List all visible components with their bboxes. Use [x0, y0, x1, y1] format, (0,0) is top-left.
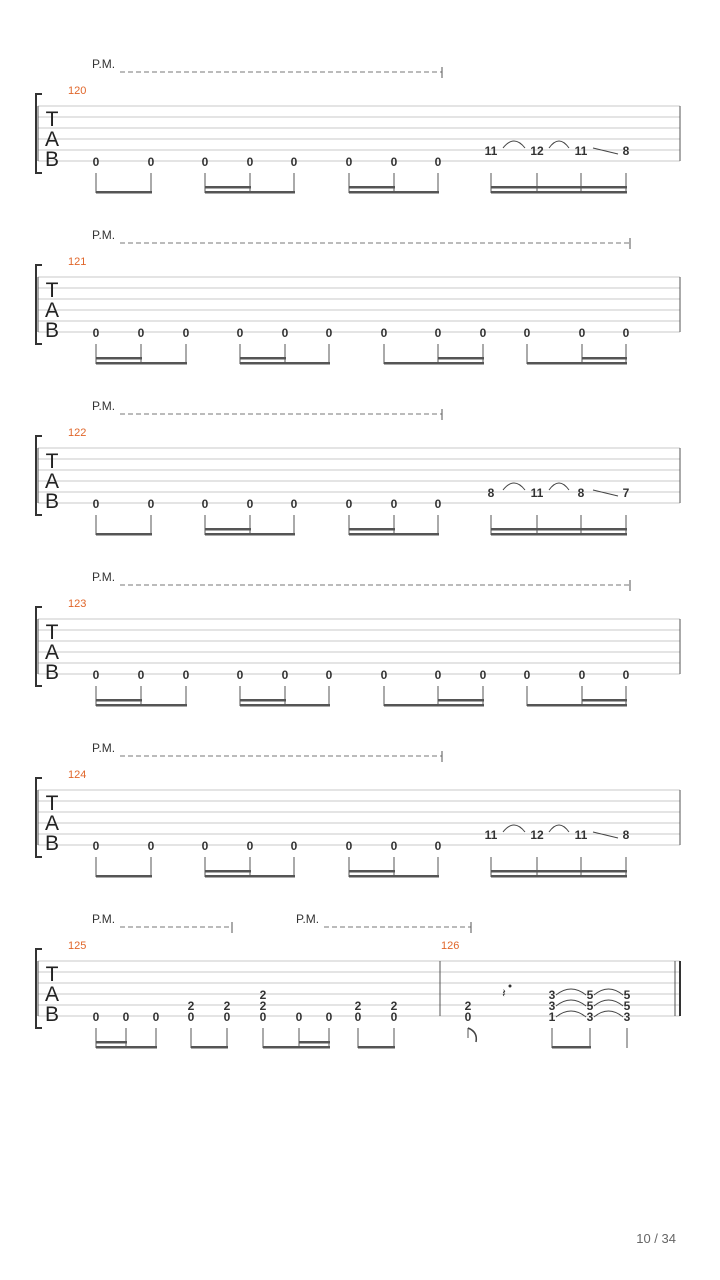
fret-number: 0	[137, 668, 145, 682]
fret-number: 0	[223, 1010, 231, 1024]
fret-number: 0	[390, 497, 398, 511]
note-beam	[240, 704, 330, 707]
fret-number: 0	[290, 839, 298, 853]
fret-number: 0	[137, 326, 145, 340]
note-beam	[263, 1046, 330, 1049]
fret-number: 0	[152, 1010, 160, 1024]
note-beam-secondary	[491, 528, 627, 531]
note-beam-secondary	[205, 870, 251, 873]
fret-number: 0	[434, 326, 442, 340]
palm-mute-label: P.M.	[92, 57, 116, 71]
note-beam	[349, 533, 439, 536]
slide-line	[593, 490, 618, 496]
tie-arc	[503, 825, 525, 832]
note-beam-secondary	[349, 870, 395, 873]
fret-number: 0	[122, 1010, 130, 1024]
tab-clef-b: B	[44, 148, 60, 171]
fret-number: 2	[354, 999, 362, 1013]
fret-number: 0	[201, 497, 209, 511]
fret-number: 0	[479, 668, 487, 682]
fret-number: 0	[92, 668, 100, 682]
fret-number: 0	[290, 497, 298, 511]
tie-arc	[549, 825, 569, 832]
note-beam	[384, 362, 484, 365]
tab-clef-b: B	[44, 661, 60, 684]
fret-number: 0	[325, 1010, 333, 1024]
quarter-rest-symbol: 𝄽	[502, 986, 506, 1000]
page-number: 10 / 34	[636, 1231, 676, 1246]
note-beam-secondary	[205, 186, 251, 189]
note-beam	[96, 704, 187, 707]
fret-number: 0	[434, 497, 442, 511]
tie-arc	[549, 141, 569, 148]
palm-mute-label: P.M.	[92, 228, 116, 242]
fret-number: 12	[530, 144, 544, 158]
tab-clef-a: A	[44, 299, 60, 322]
fret-number: 0	[281, 326, 289, 340]
fret-number: 11	[484, 828, 498, 842]
slide-line	[593, 832, 618, 838]
fret-number: 0	[345, 839, 353, 853]
tab-clef-a: A	[44, 983, 60, 1006]
tab-clef-a: A	[44, 128, 60, 151]
fret-number: 8	[622, 828, 630, 842]
fret-number: 0	[246, 155, 254, 169]
measure-number: 120	[68, 85, 87, 97]
fret-number: 0	[147, 155, 155, 169]
measure-number: 125	[68, 940, 87, 952]
fret-number: 2	[259, 999, 267, 1013]
tab-clef-t: T	[45, 963, 59, 986]
note-beam-secondary	[240, 357, 286, 360]
tie-arc	[503, 141, 525, 148]
note-beam	[191, 1046, 228, 1049]
tab-clef-a: A	[44, 470, 60, 493]
fret-number: 0	[295, 1010, 303, 1024]
note-flag	[468, 1028, 476, 1042]
fret-number: 0	[147, 497, 155, 511]
note-beam	[96, 875, 152, 878]
fret-number: 8	[577, 486, 585, 500]
fret-number: 2	[259, 988, 267, 1002]
fret-number: 0	[434, 155, 442, 169]
fret-number: 0	[246, 497, 254, 511]
fret-number: 0	[464, 1010, 472, 1024]
fret-number: 0	[246, 839, 254, 853]
palm-mute-label: P.M.	[92, 399, 116, 413]
note-beam	[205, 533, 295, 536]
fret-number: 2	[390, 999, 398, 1013]
fret-number: 0	[325, 326, 333, 340]
note-beam	[358, 1046, 395, 1049]
fret-number: 0	[236, 668, 244, 682]
fret-number: 5	[586, 999, 594, 1013]
note-beam-secondary	[349, 186, 395, 189]
fret-number: 0	[92, 1010, 100, 1024]
fret-number: 2	[464, 999, 472, 1013]
tab-clef-t: T	[45, 621, 59, 644]
note-beam-secondary	[240, 699, 286, 702]
note-beam	[527, 704, 627, 707]
fret-number: 3	[623, 1010, 631, 1024]
fret-number: 0	[380, 326, 388, 340]
note-beam	[96, 362, 187, 365]
note-beam-secondary	[491, 870, 627, 873]
fret-number: 0	[390, 1010, 398, 1024]
tab-clef-b: B	[44, 490, 60, 513]
fret-number: 0	[201, 839, 209, 853]
fret-number: 0	[187, 1010, 195, 1024]
tab-clef-t: T	[45, 108, 59, 131]
tab-clef-b: B	[44, 319, 60, 342]
fret-number: 1	[548, 1010, 556, 1024]
fret-number: 0	[479, 326, 487, 340]
rest-dot	[509, 985, 512, 988]
note-beam	[349, 191, 439, 194]
fret-number: 11	[574, 144, 588, 158]
note-beam	[205, 191, 295, 194]
note-beam	[240, 362, 330, 365]
fret-number: 8	[487, 486, 495, 500]
note-beam	[491, 533, 627, 536]
note-beam-secondary	[205, 528, 251, 531]
tab-clef-a: A	[44, 812, 60, 835]
fret-number: 0	[290, 155, 298, 169]
measure-number: 124	[68, 769, 87, 781]
measure-number: 123	[68, 598, 87, 610]
fret-number: 0	[92, 497, 100, 511]
note-beam	[96, 1046, 157, 1049]
palm-mute-label: P.M.	[296, 912, 320, 926]
note-beam-secondary	[299, 1041, 330, 1044]
fret-number: 8	[622, 144, 630, 158]
fret-number: 2	[223, 999, 231, 1013]
note-beam-secondary	[96, 357, 142, 360]
note-beam	[205, 875, 295, 878]
note-beam-secondary	[582, 357, 627, 360]
fret-number: 11	[574, 828, 588, 842]
fret-number: 0	[345, 155, 353, 169]
fret-number: 0	[622, 326, 630, 340]
fret-number: 0	[201, 155, 209, 169]
fret-number: 0	[92, 839, 100, 853]
fret-number: 0	[182, 668, 190, 682]
fret-number: 0	[325, 668, 333, 682]
fret-number: 3	[548, 999, 556, 1013]
tab-clef-t: T	[45, 792, 59, 815]
fret-number: 0	[578, 668, 586, 682]
tab-clef-a: A	[44, 641, 60, 664]
fret-number: 5	[586, 988, 594, 1002]
fret-number: 0	[354, 1010, 362, 1024]
note-beam-secondary	[438, 699, 484, 702]
fret-number: 0	[92, 326, 100, 340]
fret-number: 0	[622, 668, 630, 682]
fret-number: 3	[548, 988, 556, 1002]
note-beam-secondary	[438, 357, 484, 360]
fret-number: 12	[530, 828, 544, 842]
palm-mute-label: P.M.	[92, 912, 116, 926]
palm-mute-label: P.M.	[92, 741, 116, 755]
tie-arc	[549, 483, 569, 490]
fret-number: 7	[622, 486, 630, 500]
fret-number: 0	[434, 839, 442, 853]
fret-number: 5	[623, 999, 631, 1013]
fret-number: 0	[236, 326, 244, 340]
slide-line	[593, 148, 618, 154]
note-beam	[384, 704, 484, 707]
fret-number: 0	[578, 326, 586, 340]
fret-number: 0	[434, 668, 442, 682]
fret-number: 0	[182, 326, 190, 340]
fret-number: 0	[259, 1010, 267, 1024]
fret-number: 11	[530, 486, 544, 500]
fret-number: 0	[390, 155, 398, 169]
tie-arc	[503, 483, 525, 490]
palm-mute-label: P.M.	[92, 570, 116, 584]
fret-number: 0	[390, 839, 398, 853]
measure-number: 126	[441, 940, 460, 952]
tab-clef-t: T	[45, 450, 59, 473]
note-beam	[96, 533, 152, 536]
note-beam-secondary	[96, 1041, 127, 1044]
fret-number: 0	[523, 668, 531, 682]
fret-number: 11	[484, 144, 498, 158]
tab-clef-t: T	[45, 279, 59, 302]
note-beam-secondary	[349, 528, 395, 531]
fret-number: 3	[586, 1010, 594, 1024]
fret-number: 0	[380, 668, 388, 682]
note-beam	[552, 1046, 591, 1049]
note-beam-secondary	[491, 186, 627, 189]
note-beam	[349, 875, 439, 878]
fret-number: 0	[523, 326, 531, 340]
fret-number: 0	[281, 668, 289, 682]
note-beam	[491, 875, 627, 878]
fret-number: 0	[345, 497, 353, 511]
note-beam	[96, 191, 152, 194]
fret-number: 0	[92, 155, 100, 169]
note-beam	[491, 191, 627, 194]
note-beam-secondary	[96, 699, 142, 702]
fret-number: 5	[623, 988, 631, 1002]
fret-number: 2	[187, 999, 195, 1013]
measure-number: 121	[68, 256, 87, 268]
tab-clef-b: B	[44, 832, 60, 855]
note-beam	[527, 362, 627, 365]
fret-number: 0	[147, 839, 155, 853]
tab-clef-b: B	[44, 1003, 60, 1026]
measure-number: 122	[68, 427, 87, 439]
note-beam-secondary	[582, 699, 627, 702]
